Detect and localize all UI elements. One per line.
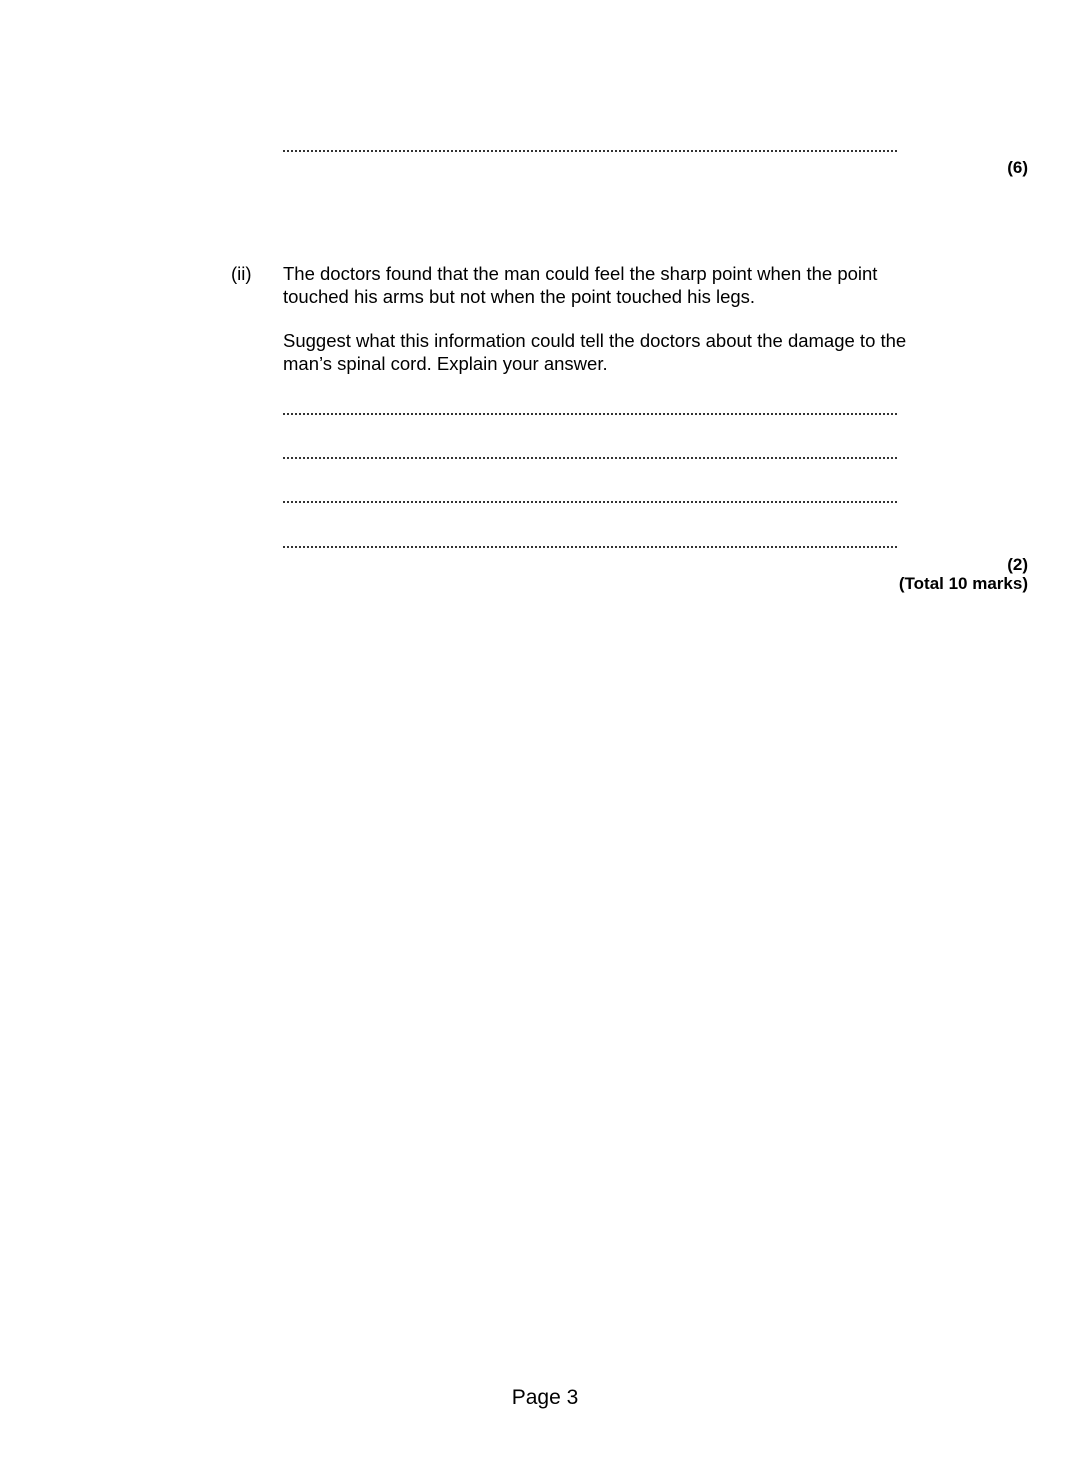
answer-line-1[interactable] xyxy=(283,413,897,415)
marks-previous: (6) xyxy=(1007,158,1028,177)
question-paragraph-1-line-2: touched his arms but not when the point touched his legs. xyxy=(283,286,756,307)
page-number: Page 3 xyxy=(511,1386,579,1409)
question-paragraph-2 xyxy=(283,329,983,375)
question-paragraph-1-line-1: The doctors found that the man could feel the sharp point when the point xyxy=(283,263,878,284)
part-label-ii: (ii) xyxy=(231,263,252,284)
answer-line-2[interactable] xyxy=(283,457,897,459)
answer-line-4[interactable] xyxy=(283,546,897,548)
question-paragraph-2-line-2: man’s spinal cord. Explain your answer. xyxy=(283,353,608,374)
answer-line-3[interactable] xyxy=(283,501,897,503)
question-paragraph-1 xyxy=(283,262,983,308)
total-marks: (Total 10 marks) xyxy=(898,574,1028,593)
question-paragraph-2-line-1: Suggest what this information could tell the doctors about the damage to the xyxy=(283,330,907,351)
marks-part-ii: (2) xyxy=(1007,555,1028,574)
answer-line-previous[interactable] xyxy=(283,150,897,152)
